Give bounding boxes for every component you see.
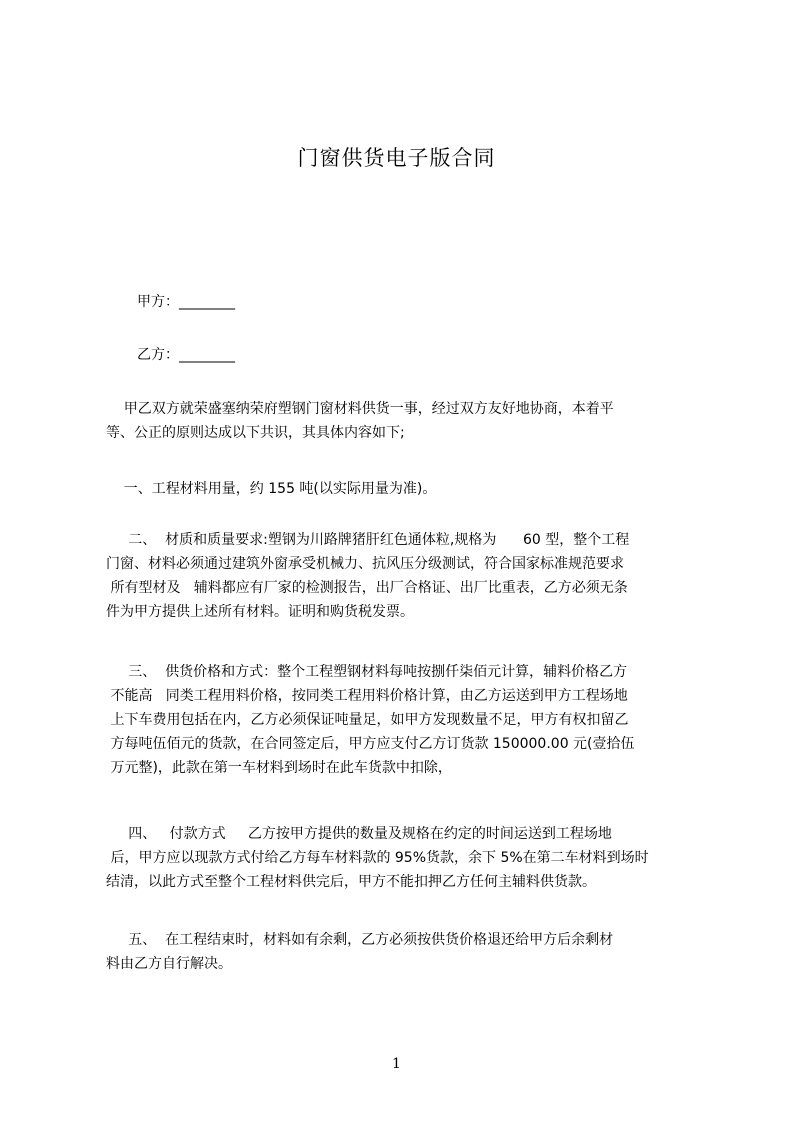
paragraph-line: 四、 付款方式 乙方按甲方提供的数量及规格在约定的时间运送到工程场地: [106, 826, 612, 842]
paragraph-line: 五、 在工程结束时，材料如有余剩，乙方必须按供货价格退还给甲方后余剩材: [106, 932, 614, 948]
page-number: 1: [392, 1056, 401, 1072]
paragraph-line: 不能高 同类工程用料价格，按同类工程用料价格计算，由乙方运送到甲方工程场地: [106, 688, 628, 704]
paragraph-line: 料由乙方自行解决。: [106, 956, 232, 972]
document-title: 门窗供货电子版合同: [297, 146, 496, 170]
section-1-paragraph: [106, 477, 712, 501]
section-5-paragraph: [106, 928, 712, 976]
intro-paragraph: [106, 397, 712, 445]
paragraph-line: 甲乙双方就荣盛塞纳荣府塑钢门窗材料供货一事，经过双方友好地协商，本着平: [106, 401, 614, 417]
section-4-paragraph: [106, 822, 712, 894]
paragraph-line: 等、公正的原则达成以下共识，其具体内容如下;: [106, 425, 405, 441]
paragraph-line: 后，甲方应以现款方式付给乙方每车材料款的 95%货款，余下 5%在第二车材料到场时: [106, 850, 649, 866]
section-3-paragraph: [106, 660, 712, 780]
paragraph-line: 一、工程材料用量，约 155 吨(以实际用量为准)。: [106, 481, 437, 497]
paragraph-line: 结清，以此方式至整个工程材料供完后，甲方不能扣押乙方任何主辅料供货款。: [106, 874, 596, 890]
party-a-line: 甲方：________: [137, 294, 235, 310]
paragraph-line: 门窗、材料必须通过建筑外窗承受机械力、抗风压分级测试，符合国家标准规范要求: [106, 556, 624, 572]
paragraph-line: 三、 供货价格和方式：整个工程塑钢材料每吨按捌仟柒佰元计算，辅料价格乙方: [106, 664, 628, 680]
paragraph-line: 上下车费用包括在内，乙方必须保证吨量足，如甲方发现数量不足，甲方有权扣留乙: [106, 712, 629, 728]
party-b-line: 乙方：________: [137, 347, 235, 363]
paragraph-line: 万元整)，此款在第一车材料到场时在此车货款中扣除，: [106, 760, 452, 776]
paragraph-line: 件为甲方提供上述所有材料。证明和购货税发票。: [106, 604, 414, 620]
paragraph-line: 二、 材质和质量要求:塑钢为川路牌猪肝红色通体粒,规格为 60 型，整个工程: [106, 532, 630, 548]
section-2-paragraph: [106, 528, 712, 624]
paragraph-line: 所有型材及 辅料都应有厂家的检测报告，出厂合格证、出厂比重表，乙方必须无条: [106, 580, 628, 596]
paragraph-line: 方每吨伍佰元的货款，在合同签定后，甲方应支付乙方订货款 150000.00 元(壹拾伍: [106, 736, 635, 752]
